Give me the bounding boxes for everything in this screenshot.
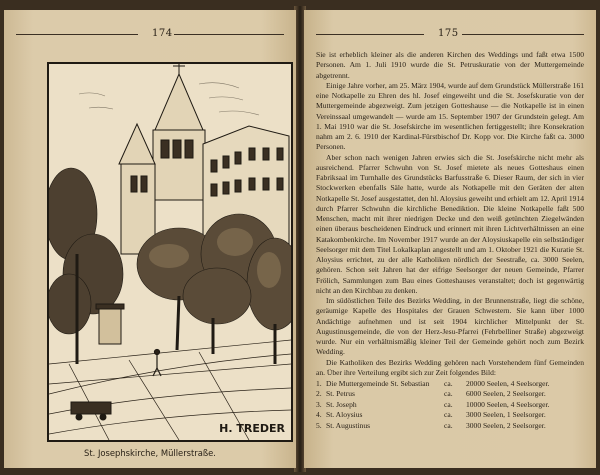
approx-label: ca. <box>444 420 453 430</box>
parish-size: 6000 Seelen, 2 Seelsorger. <box>466 389 546 399</box>
header-rule-left <box>16 34 138 35</box>
page-number: 174 <box>152 28 173 39</box>
item-number: 4. <box>316 410 322 420</box>
approx-label: ca. <box>444 379 453 388</box>
header-rule-left <box>316 34 424 35</box>
list-item <box>316 400 584 410</box>
parish-name: St. Aloysius <box>326 410 363 420</box>
parish-name: St. Augustinus <box>326 420 371 430</box>
list-item <box>316 389 584 399</box>
paragraph: Einige Jahre vorher, am 25. März 1904, wurde auf dem Grundstück Müllerstraße 161 eine Notkapelle zu Ehren des hl. Josef eingeweiht und die St. Josefskuratie von der Muttergemeinde abgezweigt. Zum jetzigen Gotteshause — die Notkapelle ist in einen Vereinssaal umgewandelt — wurde am 15. September 1907 der Grundstein gelegt. Am 1. Mai 1910 war die St. Josefskirche im wesentlichen fertiggestellt; ihre Konsekration nahm am 2. 6. 1910 der Kardinal-Fürstbischof Dr. Kopp vor. Die Kirche faßt ca. 3000 Personen. <box>316 80 584 152</box>
parish-list <box>316 379 584 431</box>
parish-name: St. Petrus <box>326 389 355 399</box>
paragraph: Im südöstlichen Teile des Bezirks Wedding, in der Brunnenstraße, liegt die schöne, geräumige Kapelle des Hospitales der Grauen Schwestern. Sie kann über 1000 Andächtige aufnehmen und ist seit 1904 kirchlicher Mittelpunkt der St. Augustinusgemeinde, die von der Herz-Jesu-Pfarrei (Fehrbelliner Straße) abgezweigt wurde. Nur ein verhältnismäßig kleiner Teil der Gemeinde gehört noch zum Bezirk Wedding. <box>316 296 584 357</box>
artist-signature: H. TREDER <box>219 422 285 435</box>
approx-label: ca. <box>444 399 453 409</box>
body-text <box>316 50 584 431</box>
paragraph: Die Katholiken des Bezirks Wedding gehören nach Vorstehendem fünf Gemeinden an. Über ihre Verteilung ergibt sich zur Zeit folgendes Bild: <box>316 357 584 377</box>
paragraph: Sie ist erheblich kleiner als die anderen Kirchen des Weddings und faßt etwa 1500 Personen. Am 1. Juli 1910 wurde die St. Petruskuratie von der Muttergemeinde abgetrennt. <box>316 50 584 80</box>
item-number: 2. <box>316 389 322 399</box>
church-drawing <box>49 64 291 440</box>
approx-label: ca. <box>444 389 453 399</box>
item-number: 1. <box>316 379 322 388</box>
parish-name: St. Joseph <box>326 399 357 409</box>
illustration-caption: St. Josephskirche, Müllerstraße. <box>84 448 216 458</box>
list-item <box>316 379 584 389</box>
page-header <box>16 28 284 40</box>
list-item <box>316 421 584 431</box>
header-rule-right <box>462 34 584 35</box>
parish-size: 20000 Seelen, 4 Seelsorger. <box>466 379 550 388</box>
approx-label: ca. <box>444 410 453 420</box>
right-page <box>304 10 596 468</box>
church-illustration <box>47 62 293 442</box>
left-page <box>4 10 296 468</box>
page-header <box>316 28 584 40</box>
parish-size: 3000 Seelen, 2 Seelsorger. <box>466 420 546 430</box>
item-number: 5. <box>316 420 322 430</box>
list-item <box>316 410 584 420</box>
item-number: 3. <box>316 399 322 409</box>
page-number: 175 <box>438 28 459 39</box>
parish-size: 3000 Seelen, 1 Seelsorger. <box>466 410 546 420</box>
parish-name: Die Muttergemeinde St. Sebastian <box>326 379 430 388</box>
parish-size: 10000 Seelen, 4 Seelsorger. <box>466 399 550 409</box>
paragraph: Aber schon nach wenigen Jahren erwies sich die St. Josefskirche nicht mehr als ausreichend. Pfarrer Schwuhn von St. Josef mietete als neues Gotteshaus einen Fabriksaal im Turnhalle des Grundstücks Barfusstraße 6. Dieser Raum, der sich in vier Stockwerken ebenfalls Säle hatte, wurde als Notkapelle mit den Geräten der alten Notkapelle St. Josef ausgestattet, den hl. Aloysius geweiht und erhielt am 12. April 1914 durch Pfarrer Schwuhn die kirchliche Benediktion. Die kleine Notkapelle faßt 500 Menschen, macht mit ihrer niedrigen Decke und den weiß getünchten Ziegelwänden einen überaus bescheidenen Eindruck und erinnert mit ihren Lichtverhältnissen an eine Katakombenkirche. Im November 1917 wurde an der Aloysiuskapelle ein selbständiger Seelsorger mit dem Titel Lokalkaplan angestellt und am 1. Oktober 1921 die Kuratie St. Aloysius errichtet, zu der alle Katholiken nördlich der Seestraße, ca. 3000 Seelen, gehören. Schon seit Jahren hat der eifrige Seelsorger der neuen Gemeinde, Pfarrer Frölich, Sammlungen zum Bau eines Gotteshauses veranstaltet; doch ist gegenwärtig nicht an den Kirchbau zu denken. <box>316 152 584 295</box>
header-rule-right <box>174 34 284 35</box>
